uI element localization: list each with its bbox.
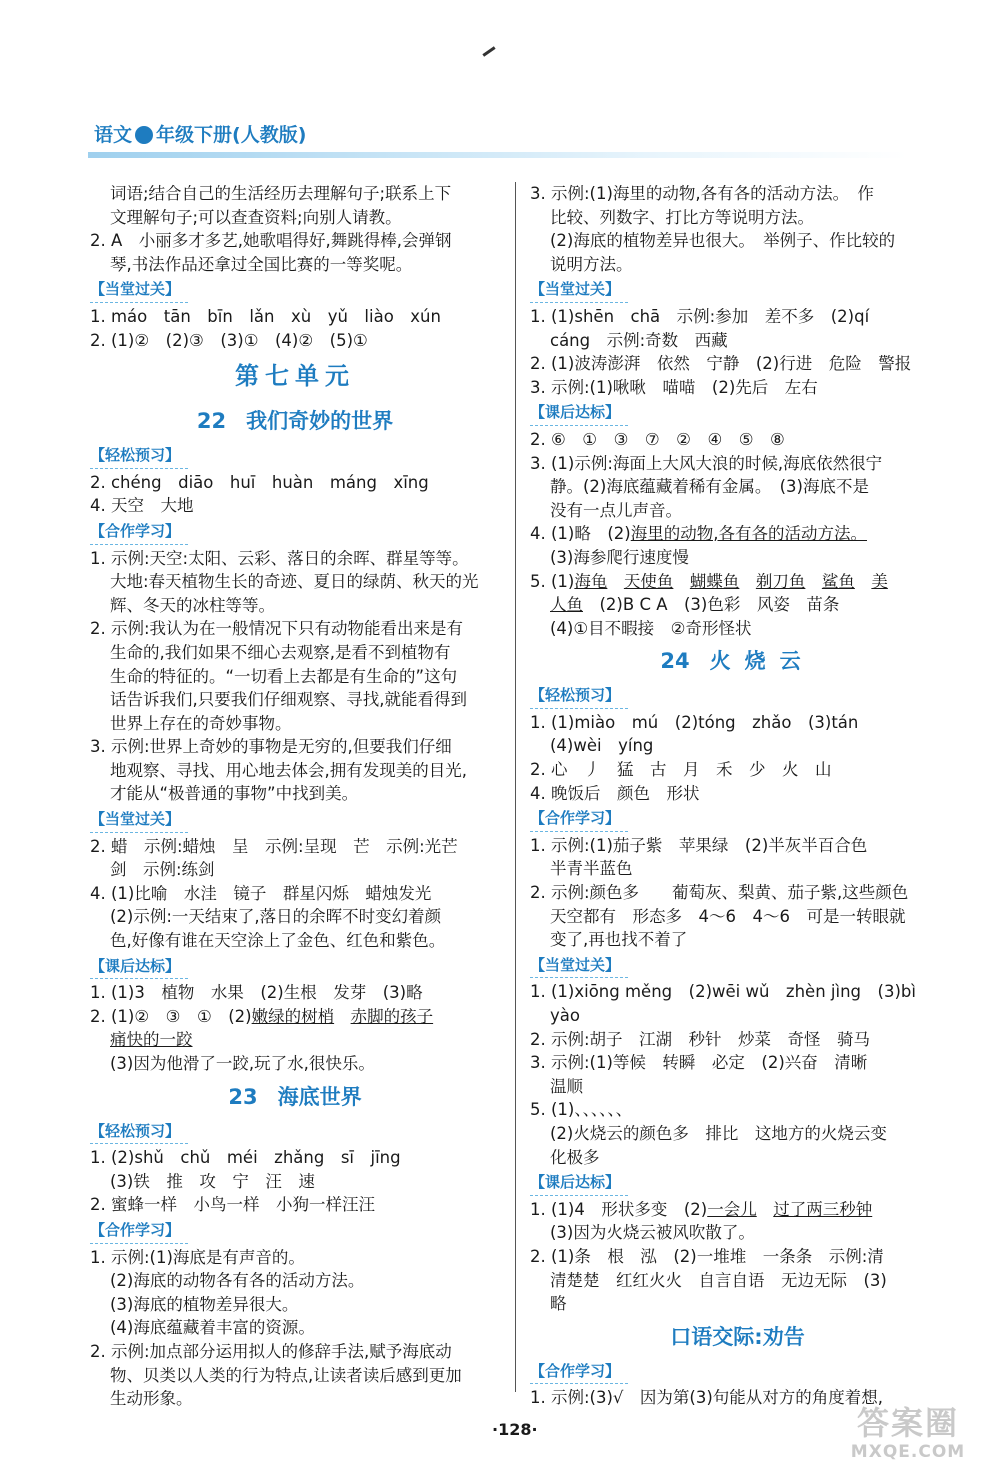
text-line: 辉、冬天的冰柱等等。 [110,595,275,615]
text-line: 生命的,我们如果不细心去观察,是看不到植物有 [110,642,451,662]
underlined-answer: 美 [871,571,888,591]
text-line: 2. chéng diāo huī huàn máng xīng [90,472,429,492]
underlined-answer: 痛快的一跤 [110,1030,193,1050]
header-rule [88,152,908,158]
watermark-url: MXQE.COM [850,1442,966,1462]
column-divider [515,182,516,1392]
text-line: 1. 示例:(1)海底是有声音的。 [90,1247,305,1267]
section-tag: 【 合作学习 】 [90,1219,188,1244]
page-header [88,118,518,154]
underlined-answer: 蝴蝶鱼 [689,571,740,591]
text-line: 4. 晚饭后 颜色 形状 [530,783,700,803]
underlined-answer: 人鱼 [550,595,583,615]
lesson-name: 火烧云 [709,649,815,674]
underlined-answer: 海龟 [574,571,608,591]
text-segment: 2. (1)② ③ ① (2) [90,1006,252,1026]
section-tag: 【 轻松预习 】 [90,1120,188,1145]
text-line: 2. 示例:颜色多 葡萄灰、梨黄、茄子紫,这些颜色 [530,883,909,903]
underlined-answer: 海里的动物,各有各的活动方法。 [630,524,867,544]
text-line: (3)因为火烧云被风吹散了。 [550,1223,755,1243]
text-line: 大地:春天植物生长的奇迹、夏日的绿荫、秋天的光 [110,572,479,592]
section-tag: 【 课后达标 】 [530,1171,628,1196]
lesson-title-23 [90,1076,500,1118]
text-line: (3)海底的植物差异很大。 [110,1294,299,1314]
text-line: 世界上存在的奇妙事物。 [110,713,292,733]
watermark-logo: 答案圈 [856,1404,959,1442]
text-line: 变了,再也找不着了 [550,930,688,950]
text-segment: B C A (3)色彩 风姿 苗条 [622,595,840,615]
text-segment: 5. (1) [530,571,575,591]
section-tag: 【 合作学习 】 [530,807,628,832]
text-line: 人鱼 (2)B C A (3)色彩 风姿 苗条 [550,595,840,615]
lesson-number: 24 [660,649,690,674]
text-line: 说明方法。 [550,254,633,274]
text-line: 1. 示例:(1)茄子紫 苹果绿 (2)半灰半百合色 [530,835,868,855]
text-line: 1. (1)xiōng měng (2)wēi wǔ zhèn jìng (3)bì [530,982,916,1002]
text-line: 5. (1)、、、、、、 [530,1100,633,1120]
text-line: (3)铁 推 攻 宁 汪 速 [110,1171,315,1191]
section-tag: 【 课后达标 】 [90,955,188,980]
text-line: (3)海参爬行速度慢 [550,547,689,567]
section-tag: 【 当堂过关 】 [530,954,628,979]
text-segment: 1. (1)4 形状多变 (2) [530,1199,708,1219]
underlined-answer: 赤脚的孩子 [350,1006,434,1026]
watermark [838,1404,978,1466]
text-line: 半青半蓝色 [550,859,633,879]
text-line: yào [550,1006,580,1025]
text-line: 温顺 [550,1076,583,1096]
text-line: 4. 天空 大地 [90,496,194,516]
text-line: (4)①目不暇接 ②奇形怪状 [550,618,752,638]
lesson-name: 我们奇妙的世界 [246,409,394,434]
text-line [90,1028,500,1052]
text-line: (4)海底蕴藏着丰富的资源。 [110,1318,315,1338]
text-line: 1. 示例:(3)√ 因为第(3)句能从对方的角度着想, [530,1388,884,1408]
text-line: (2)海底的植物差异也很大。 举例子、作比较的 [550,231,896,251]
header-title [94,120,306,147]
text-line: 物、贝类以人类的行为特点,让读者读后感到更加 [110,1365,462,1385]
text-line: 1. (1)3 植物 水果 (2)生根 发芽 (3)略 [90,983,423,1003]
lesson-number: 22 [196,409,227,434]
text-segment: 4. (1)略 (2) [530,524,631,544]
text-line [90,1005,500,1029]
text-line: 1. (1)miào mú (2)tóng zhǎo (3)tán [530,712,859,732]
text-line: 1. (2)shǔ chǔ méi zhǎng sī jīng [90,1148,401,1168]
text-line: 3. 示例:(1)海里的动物,各有各的活动方法。 作 [530,184,874,203]
lesson-name: 海底世界 [277,1084,362,1109]
text-line: 剑 示例:练剑 [110,860,215,880]
text-line: cáng 示例:奇数 西藏 [550,330,728,350]
underlined-answer: 一会儿 [707,1199,757,1219]
text-line: 2. A 小丽多才多艺,她歌唱得好,舞跳得棒,会弹钢 [90,231,452,251]
text-line: 清楚楚 红红火火 自言自语 无边无际 (3) [550,1270,887,1290]
header-subject: 语文 [94,124,133,146]
text-line: 2. ⑥ ① ③ ⑦ ② ④ ⑤ ⑧ [530,429,785,449]
text-line: 3. (1)示例:海面上大风大浪的时候,海底依然很宁 [530,453,883,473]
section-tag: 【 当堂过关 】 [90,278,188,303]
text-line: 2. (1)条 根 泓 (2)一堆堆 一条条 示例:清 [530,1246,884,1266]
left-column [90,182,500,1411]
text-line: 1. máo tān bīn lǎn xù yǔ liào xún [90,306,441,326]
text-line: 1. 示例:天空:太阳、云彩、落日的余晖、群星等等。 [90,548,469,568]
text-line [530,522,945,546]
section-tag: 【 轻松预习 】 [90,444,188,469]
underlined-answer: 嫩绿的树梢 [251,1006,335,1026]
underlined-answer: 鲨鱼 [821,571,855,591]
text-line: 1. (1)shēn chā 示例:参加 差不多 (2)qí [530,306,870,326]
speech-section-title: 口语交际:劝告 [670,1324,805,1349]
text-line: 2. 示例:加点部分运用拟人的修辞手法,赋予海底动 [90,1341,452,1361]
unit-title: 第七单元 [235,362,355,391]
text-line: 2. (1)② (2)③ (3)① (4)② (5)① [90,330,368,350]
lesson-title-24 [530,640,945,682]
text-line: (3)因为他滑了一跤,玩了水,很快乐。 [110,1054,375,1073]
text-line: 3. 示例:世界上奇妙的事物是无穷的,但要我们仔细 [90,737,452,757]
text-line: 琴,书法作品还拿过全国比赛的一等奖呢。 [110,254,413,274]
header-grade: 年级下册(人教版) [156,124,307,146]
text-line [530,1198,945,1222]
text-line: 词语;结合自己的生活经历去理解句子;联系上下 [110,184,452,203]
section-tag: 【 当堂过关 】 [90,808,188,833]
text-line: 2. 蜡 示例:蜡烛 呈 示例:呈现 芒 示例:光芒 [90,836,458,856]
text-line: 静。(2)海底蕴藏着稀有金属。 (3)海底不是 [550,477,869,497]
text-line: 生动形象。 [110,1389,193,1409]
section-tag: 【 课后达标 】 [530,401,628,426]
pen-mark [482,46,495,56]
underlined-answer: 剃刀鱼 [755,571,806,591]
text-line: 3. 示例:(1)等候 转瞬 必定 (2)兴奋 清晰 [530,1053,868,1073]
section-tag: 【 合作学习 】 [90,520,188,545]
text-line: 地观察、寻找、用心地去体会,拥有发现美的目光, [110,760,467,780]
text-line: 比较、列数字、打比方等说明方法。 [550,207,814,227]
text-line: 2. 心 丿 猛 古 月 禾 少 火 山 [530,760,832,780]
lesson-title-22 [90,400,500,442]
text-line: 话告诉我们,只要我们仔细观察、寻找,就能看得到 [110,690,467,710]
underlined-answer: 天使鱼 [623,571,674,591]
lesson-number: 23 [228,1084,258,1109]
text-line: (2)海底的动物各有各的活动方法。 [110,1271,365,1291]
text-line: 2. 蜜蜂一样 小鸟一样 小狗一样汪汪 [90,1195,375,1215]
section-tag: 【 当堂过关 】 [530,278,628,303]
text-line: 2. 示例:胡子 江湖 秒针 炒菜 奇怪 骑马 [530,1029,871,1049]
right-column [530,182,945,1410]
text-line: 2. 示例:我认为在一般情况下只有动物能看出来是有 [90,619,464,639]
text-line: (2)火烧云的颜色多 排比 这地方的火烧云变 [550,1123,887,1143]
text-line: 略 [550,1294,567,1314]
text-line: 才能从“极普通的事物”中找到美。 [110,784,359,804]
section-tag: 【 合作学习 】 [530,1360,628,1385]
text-line: (2)示例:一天结束了,落日的余晖不时变幻着颜 [110,907,442,927]
text-line: 4. (1)比喻 水洼 镜子 群星闪烁 蜡烛发光 [90,883,432,903]
text-line: 生命的特征的。“一切看上去都是有生命的”这句 [110,666,458,686]
section-tag: 【 轻松预习 】 [530,684,628,709]
text-line: 天空都有 形态多 4～6 4～6 可是一转眼就 [550,906,906,926]
text-line: (4)wèi yíng [550,736,654,756]
text-line: 2. (1)波涛澎湃 依然 宁静 (2)行进 危险 警报 [530,354,912,374]
text-line: 化极多 [550,1147,600,1167]
text-line: 没有一点儿声音。 [550,500,682,520]
underlined-answer: 过了两三秒钟 [773,1199,873,1219]
text-line: 文理解句子;可以查查资料;向别人请教。 [110,207,402,227]
text-line: 3. 示例:(1)啾啾 喵喵 (2)先后 左右 [530,377,818,397]
text-line: 色,好像有谁在天空涂上了金色、红色和紫色。 [110,931,446,951]
text-line [530,570,945,594]
grade-badge-icon [135,126,153,144]
page-number: ·128· [492,1420,538,1439]
